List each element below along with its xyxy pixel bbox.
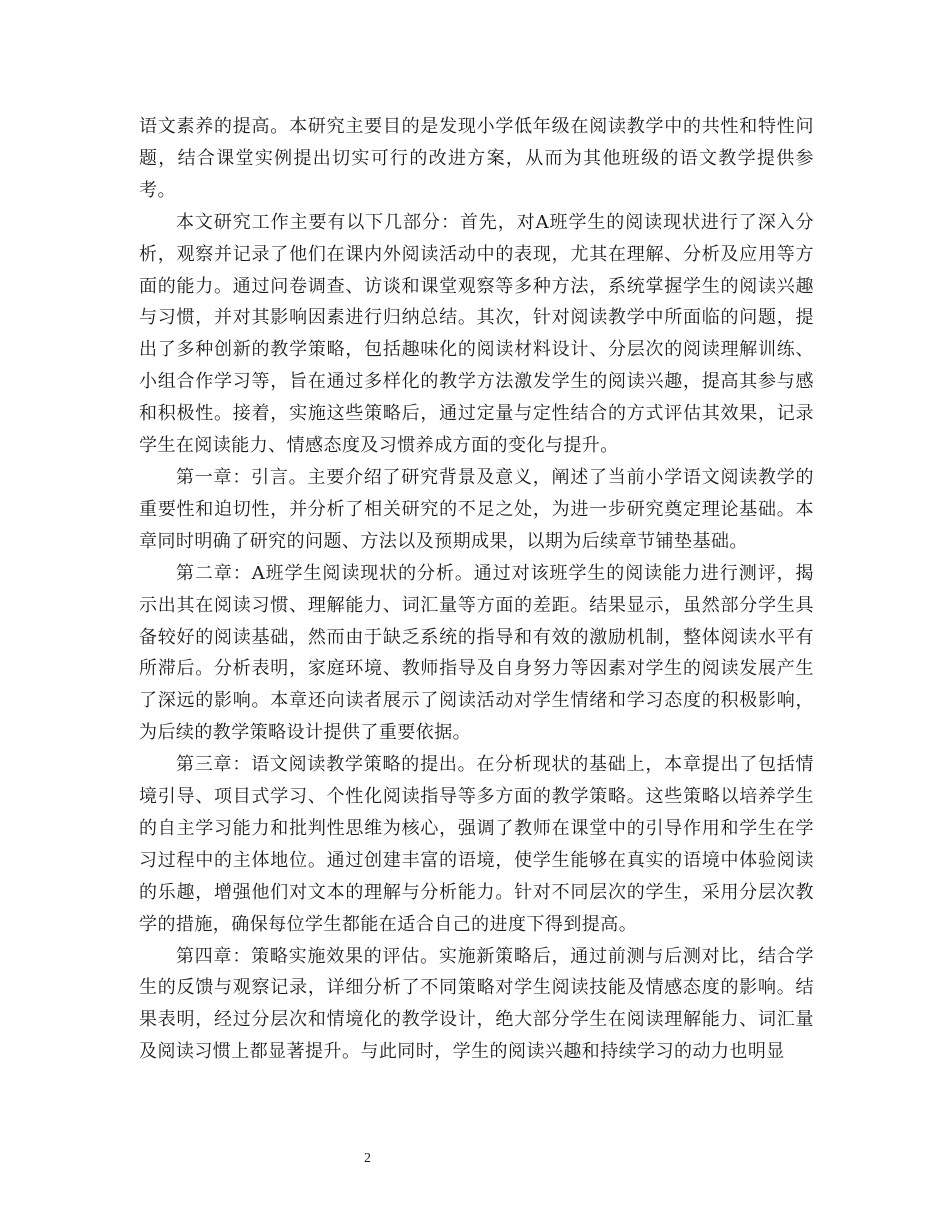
paragraph-research-overview: 本文研究工作主要有以下几部分：首先，对A班学生的阅读现状进行了深入分析，观察并记录了他们在课内外阅读活动中的表现，尤其在理解、分析及应用等方面的能力。通过问卷调查、访谈和课堂观察等多种方法，系统掌握学生的阅读兴趣与习惯，并对其影响因素进行归纳总结。其次，针对阅读教学中所面临的问题，提出了多种创新的教学策略，包括趣味化的阅读材料设计、分层次的阅读理解训练、小组合作学习等，旨在通过多样化的教学方法激发学生的阅读兴趣，提高其参与感和积极性。接着，实施这些策略后，通过定量与定性结合的方式评估其效果，记录学生在阅读能力、情感态度及习惯养成方面的变化与提升。 [139,211,814,457]
page-number: 2 [364,1151,371,1166]
paragraph-chapter-four: 第四章：策略实施效果的评估。实施新策略后，通过前测与后测对比，结合学生的反馈与观察记录，详细分析了不同策略对学生阅读技能及情感态度的影响。结果表明，经过分层次和情境化的教学设计，绝大部分学生在阅读理解能力、词汇量及阅读习惯上都显著提升。与此同时，学生的阅读兴趣和持续学习的动力也明显 [139,945,814,1063]
paragraph-continuation: 语文素养的提高。本研究主要目的是发现小学低年级在阅读教学中的共性和特性问题，结合课堂实例提出切实可行的改进方案，从而为其他班级的语文教学提供参考。 [139,116,814,201]
paragraph-chapter-one: 第一章：引言。主要介绍了研究背景及意义，阐述了当前小学语文阅读教学的重要性和迫切性，并分析了相关研究的不足之处，为进一步研究奠定理论基础。本章同时明确了研究的问题、方法以及预期成果，以期为后续章节铺垫基础。 [139,466,814,552]
paragraph-chapter-three: 第三章：语文阅读教学策略的提出。在分析现状的基础上，本章提出了包括情境引导、项目式学习、个性化阅读指导等多方面的教学策略。这些策略以培养学生的自主学习能力和批判性思维为核心，强调了教师在课堂中的引导作用和学生在学习过程中的主体地位。通过创建丰富的语境，使学生能够在真实的语境中体验阅读的乐趣，增强他们对文本的理解与分析能力。针对不同层次的学生，采用分层次教学的措施，确保每位学生都能在适合自己的进度下得到提高。 [139,754,814,935]
body-text [139,111,814,1068]
paragraph-chapter-two: 第二章：A班学生阅读现状的分析。通过对该班学生的阅读能力进行测评，揭示出其在阅读习惯、理解能力、词汇量等方面的差距。结果显示，虽然部分学生具备较好的阅读基础，然而由于缺乏系统的指导和有效的激励机制，整体阅读水平有所滞后。分析表明，家庭环境、教师指导及自身努力等因素对学生的阅读发展产生了深远的影响。本章还向读者展示了阅读活动对学生情绪和学习态度的积极影响，为后续的教学策略设计提供了重要依据。 [139,562,814,744]
